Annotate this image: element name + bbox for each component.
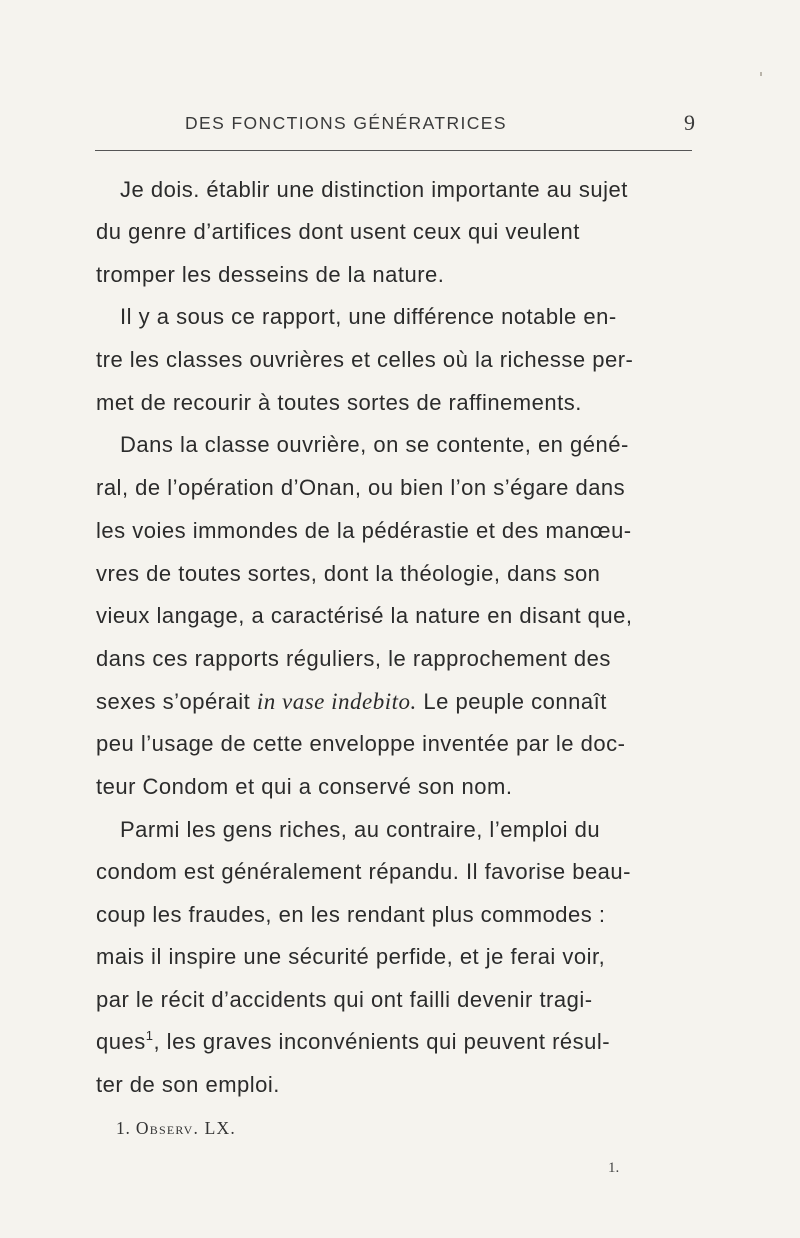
text-line: Parmi les gens riches, au contraire, l’emploi du xyxy=(120,817,601,842)
text-segment: ques xyxy=(96,1029,146,1054)
text-line: du genre d’artifices dont usent ceux qui veulent xyxy=(96,219,580,244)
text-line: ral, de l’opération d’Onan, ou bien l’on s’égare dans xyxy=(96,475,626,500)
text-line: tromper les desseins de la nature. xyxy=(96,262,445,287)
footnote-text: Observ. LX. xyxy=(135,1118,236,1138)
text-line: ter de son emploi. xyxy=(96,1072,280,1097)
text-line: dans ces rapports réguliers, le rapprochement des xyxy=(96,646,611,671)
latin-phrase: in vase indebito. xyxy=(256,689,417,714)
footnote-reference: 1 xyxy=(145,1028,154,1043)
text-line xyxy=(96,689,607,715)
text-line: vieux langage, a caractérisé la nature en disant que, xyxy=(96,603,633,628)
text-segment: sexes s’opérait xyxy=(96,689,251,714)
text-line: teur Condom et qui a conservé son nom. xyxy=(96,774,513,799)
text-line: Je dois. établir une distinction importante au sujet xyxy=(120,177,628,202)
text-segment: Le peuple connaît xyxy=(423,689,607,714)
text-line: les voies immondes de la pédérastie et des manœu- xyxy=(96,518,632,543)
text-line: vres de toutes sortes, dont la théologie, dans son xyxy=(96,561,601,586)
text-line: condom est généralement répandu. Il favorise beau- xyxy=(96,859,631,884)
paper-speck xyxy=(760,72,762,76)
page-number: 9 xyxy=(684,110,695,135)
text-line: met de recourir à toutes sortes de raffinements. xyxy=(96,390,582,415)
text-line: Il y a sous ce rapport, une différence notable en- xyxy=(120,304,617,329)
text-line: tre les classes ouvrières et celles où la richesse per- xyxy=(96,347,634,372)
text-segment: , les graves inconvénients qui peuvent résul- xyxy=(153,1029,611,1054)
text-line: coup les fraudes, en les rendant plus commodes : xyxy=(96,902,606,927)
header-rule xyxy=(95,150,692,151)
running-head: DES FONCTIONS GÉNÉRATRICES xyxy=(185,113,507,133)
signature-mark: 1. xyxy=(608,1160,620,1176)
text-line: Dans la classe ouvrière, on se contente, en géné- xyxy=(120,432,629,457)
footnote-number: 1. xyxy=(116,1118,131,1138)
text-line: mais il inspire une sécurité perfide, et je ferai voir, xyxy=(96,944,606,969)
text-line: peu l’usage de cette enveloppe inventée par le doc- xyxy=(96,731,626,756)
text-line xyxy=(96,1029,610,1055)
text-line: par le récit d’accidents qui ont failli devenir tragi- xyxy=(96,987,593,1012)
footnote xyxy=(116,1118,236,1139)
